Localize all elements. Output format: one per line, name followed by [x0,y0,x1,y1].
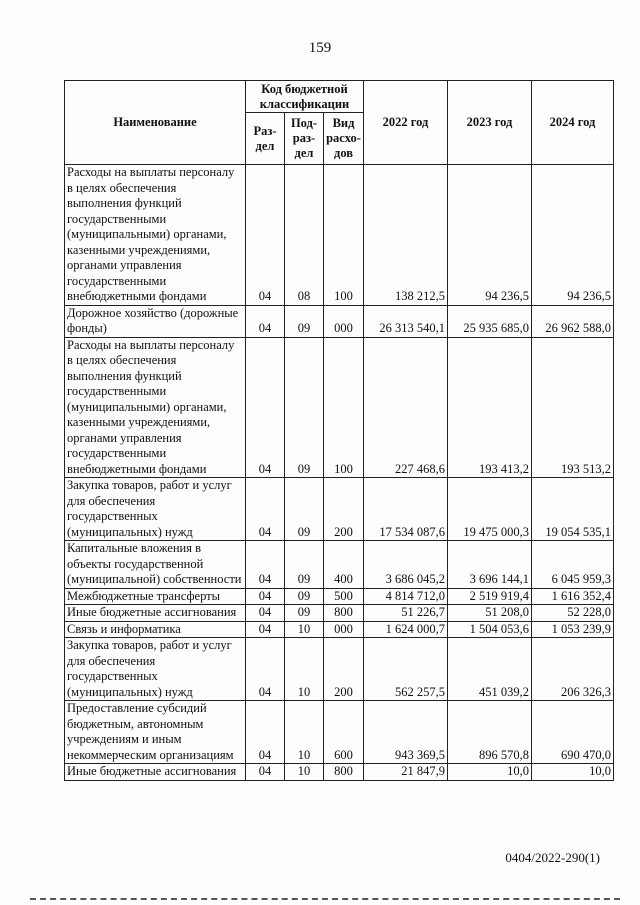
cell-2023: 25 935 685,0 [448,305,532,337]
cell-podrazdel: 10 [285,621,324,638]
table-row [65,337,614,478]
cell-2023: 1 504 053,6 [448,621,532,638]
table-row [65,478,614,541]
cell-vid: 100 [324,165,364,306]
cell-name: Закупка товаров, работ и услуг для обеспечения государственных (муниципальных) нужд [65,478,246,541]
table-row [65,305,614,337]
cell-name: Связь и информатика [65,621,246,638]
table-row [65,764,614,781]
cell-2024: 26 962 588,0 [532,305,614,337]
cell-name: Закупка товаров, работ и услуг для обеспечения государственных (муниципальных) нужд [65,638,246,701]
cell-2024: 206 326,3 [532,638,614,701]
cell-vid: 200 [324,478,364,541]
cell-2022: 943 369,5 [364,701,448,764]
cell-podrazdel: 08 [285,165,324,306]
cell-2024: 193 513,2 [532,337,614,478]
table-row [65,165,614,306]
cell-2022: 227 468,6 [364,337,448,478]
cell-razdel: 04 [246,165,285,306]
cell-2023: 3 696 144,1 [448,541,532,589]
table-row [65,588,614,605]
cell-2023: 2 519 919,4 [448,588,532,605]
cell-razdel: 04 [246,337,285,478]
page-number: 159 [308,40,332,56]
cell-razdel: 04 [246,588,285,605]
header-2022: 2022 год [364,81,448,165]
table-row [65,701,614,764]
cell-vid: 000 [324,305,364,337]
header-vid: Вид расхо-дов [324,113,364,165]
cell-2022: 562 257,5 [364,638,448,701]
cell-podrazdel: 10 [285,638,324,701]
cell-podrazdel: 09 [285,337,324,478]
budget-table [64,80,614,781]
cell-razdel: 04 [246,764,285,781]
table-row [65,621,614,638]
table-body [65,165,614,781]
cell-2022: 51 226,7 [364,605,448,622]
cell-2023: 896 570,8 [448,701,532,764]
cell-2022: 26 313 540,1 [364,305,448,337]
document-id: 0404/2022-290(1) [505,850,600,865]
cell-podrazdel: 09 [285,541,324,589]
cell-name: Дорожное хозяйство (дорожные фонды) [65,305,246,337]
cell-2023: 193 413,2 [448,337,532,478]
cell-name: Иные бюджетные ассигнования [65,605,246,622]
cell-vid: 600 [324,701,364,764]
cell-2024: 6 045 959,3 [532,541,614,589]
cell-razdel: 04 [246,478,285,541]
cell-razdel: 04 [246,638,285,701]
cell-vid: 800 [324,605,364,622]
cell-2023: 10,0 [448,764,532,781]
cell-2023: 19 475 000,3 [448,478,532,541]
cell-name: Расходы на выплаты персоналу в целях обеспечения выполнения функций государственными (муниципальными) органами, казенными учреждениями, органами управления государственными внебюджетными фондами [65,337,246,478]
table-row [65,638,614,701]
cell-name: Капитальные вложения в объекты государственной (муниципальной) собственности [65,541,246,589]
cell-2024: 52 228,0 [532,605,614,622]
cell-2024: 94 236,5 [532,165,614,306]
cell-2023: 51 208,0 [448,605,532,622]
cell-vid: 100 [324,337,364,478]
cell-name: Иные бюджетные ассигнования [65,764,246,781]
cell-2022: 4 814 712,0 [364,588,448,605]
cell-razdel: 04 [246,701,285,764]
cell-2022: 138 212,5 [364,165,448,306]
header-code-group: Код бюджетной классификации [246,81,364,113]
cell-vid: 000 [324,621,364,638]
cell-vid: 800 [324,764,364,781]
cell-2024: 19 054 535,1 [532,478,614,541]
cell-2023: 451 039,2 [448,638,532,701]
cell-razdel: 04 [246,305,285,337]
cell-2024: 1 616 352,4 [532,588,614,605]
header-razdel: Раз-дел [246,113,285,165]
cell-2022: 17 534 087,6 [364,478,448,541]
cell-2022: 21 847,9 [364,764,448,781]
header-2024: 2024 год [532,81,614,165]
cell-podrazdel: 09 [285,605,324,622]
cell-podrazdel: 09 [285,588,324,605]
cell-2024: 1 053 239,9 [532,621,614,638]
cell-vid: 400 [324,541,364,589]
cell-podrazdel: 10 [285,701,324,764]
cell-name: Расходы на выплаты персоналу в целях обеспечения выполнения функций государственными (муниципальными) органами, казенными учреждениями, органами управления государственными внебюджетными фондами [65,165,246,306]
table-header [65,81,614,165]
cell-podrazdel: 09 [285,305,324,337]
cell-vid: 200 [324,638,364,701]
cell-2022: 3 686 045,2 [364,541,448,589]
bottom-rule [30,898,620,900]
table-row [65,605,614,622]
cell-2023: 94 236,5 [448,165,532,306]
header-name: Наименование [65,81,246,165]
table-row [65,541,614,589]
cell-podrazdel: 09 [285,478,324,541]
cell-2024: 690 470,0 [532,701,614,764]
cell-name: Предоставление субсидий бюджетным, автономным учреждениям и иным некоммерческим организациям [65,701,246,764]
cell-razdel: 04 [246,605,285,622]
cell-vid: 500 [324,588,364,605]
cell-razdel: 04 [246,621,285,638]
header-2023: 2023 год [448,81,532,165]
cell-podrazdel: 10 [285,764,324,781]
cell-name: Межбюджетные трансферты [65,588,246,605]
cell-2024: 10,0 [532,764,614,781]
cell-2022: 1 624 000,7 [364,621,448,638]
cell-razdel: 04 [246,541,285,589]
header-podrazdel: Под-раз-дел [285,113,324,165]
